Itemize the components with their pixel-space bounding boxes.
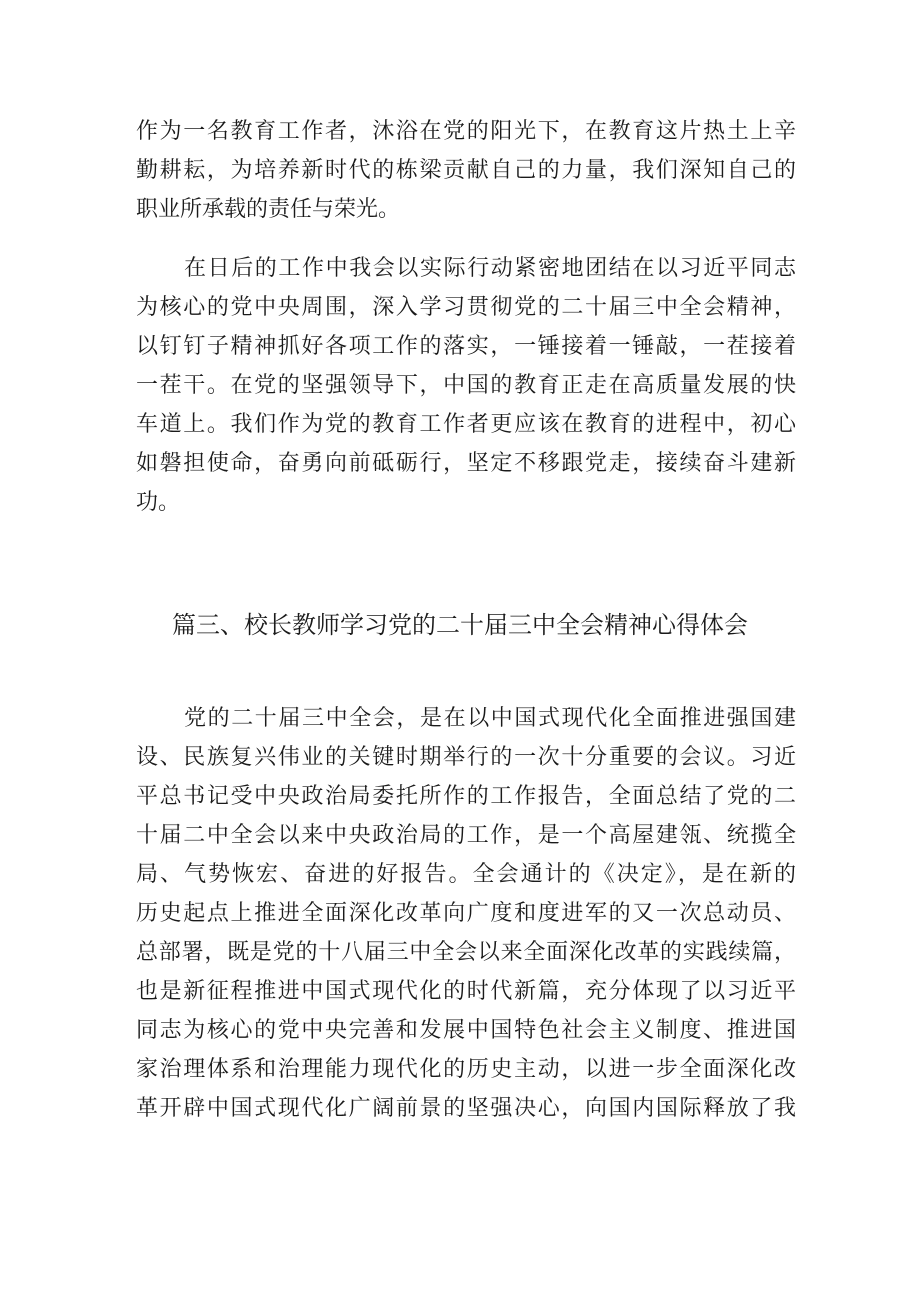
text-line: 同志为核心的党中央完善和发展中国特色社会主义制度、推进国 — [136, 1018, 796, 1043]
text-line: 车道上。我们作为党的教育工作者更应该在教育的进程中，初心 — [136, 412, 796, 437]
text-line: 设、民族复兴伟业的关键时期举行的一次十分重要的会议。习近 — [136, 745, 796, 770]
text-line: 职业所承载的责任与荣光。 — [136, 197, 401, 222]
text-line: 勤耕耘，为培养新时代的栋梁贡献自己的力量，我们深知自己的 — [136, 158, 796, 183]
text-line: 作为一名教育工作者，沐浴在党的阳光下，在教育这片热土上辛 — [136, 119, 796, 144]
text-line: 历史起点上推进全面深化改革向广度和度进军的又一次总动员、 — [136, 901, 796, 926]
paragraph-3 — [136, 699, 796, 1128]
text-line: 革开辟中国式现代化广阔前景的坚强决心，向国内国际释放了我 — [136, 1096, 796, 1121]
text-line: 总部署，既是党的十八届三中全会以来全面深化改革的实践续篇， — [136, 940, 796, 965]
paragraph-2 — [136, 249, 796, 522]
text-line: 以钉钉子精神抓好各项工作的落实，一锤接着一锤敲，一茬接着 — [136, 334, 796, 359]
text-line: 一茬干。在党的坚强领导下，中国的教育正走在高质量发展的快 — [136, 373, 796, 398]
section-title: 篇三、校长教师学习党的二十届三中全会精神心得体会 — [172, 611, 748, 639]
text-line: 在日后的工作中我会以实际行动紧密地团结在以习近平同志 — [184, 256, 796, 281]
text-line: 功。 — [136, 490, 181, 515]
text-line: 党的二十届三中全会，是在以中国式现代化全面推进强国建 — [184, 706, 796, 731]
text-line: 局、气势恢宏、奋进的好报告。全会通计的《决定》，是在新的 — [136, 862, 796, 887]
text-line: 十届二中全会以来中央政治局的工作，是一个高屋建瓴、统揽全 — [136, 823, 796, 848]
text-line: 也是新征程推进中国式现代化的时代新篇，充分体现了以习近平 — [136, 979, 796, 1004]
text-line: 平总书记受中央政治局委托所作的工作报告，全面总结了党的二 — [136, 784, 796, 809]
text-line: 家治理体系和治理能力现代化的历史主动，以进一步全面深化改 — [136, 1057, 796, 1082]
text-line: 如磐担使命，奋勇向前砥砺行，坚定不移跟党走，接续奋斗建新 — [136, 451, 796, 476]
text-line: 为核心的党中央周围，深入学习贯彻党的二十届三中全会精神， — [136, 295, 796, 320]
paragraph-1 — [136, 112, 796, 229]
